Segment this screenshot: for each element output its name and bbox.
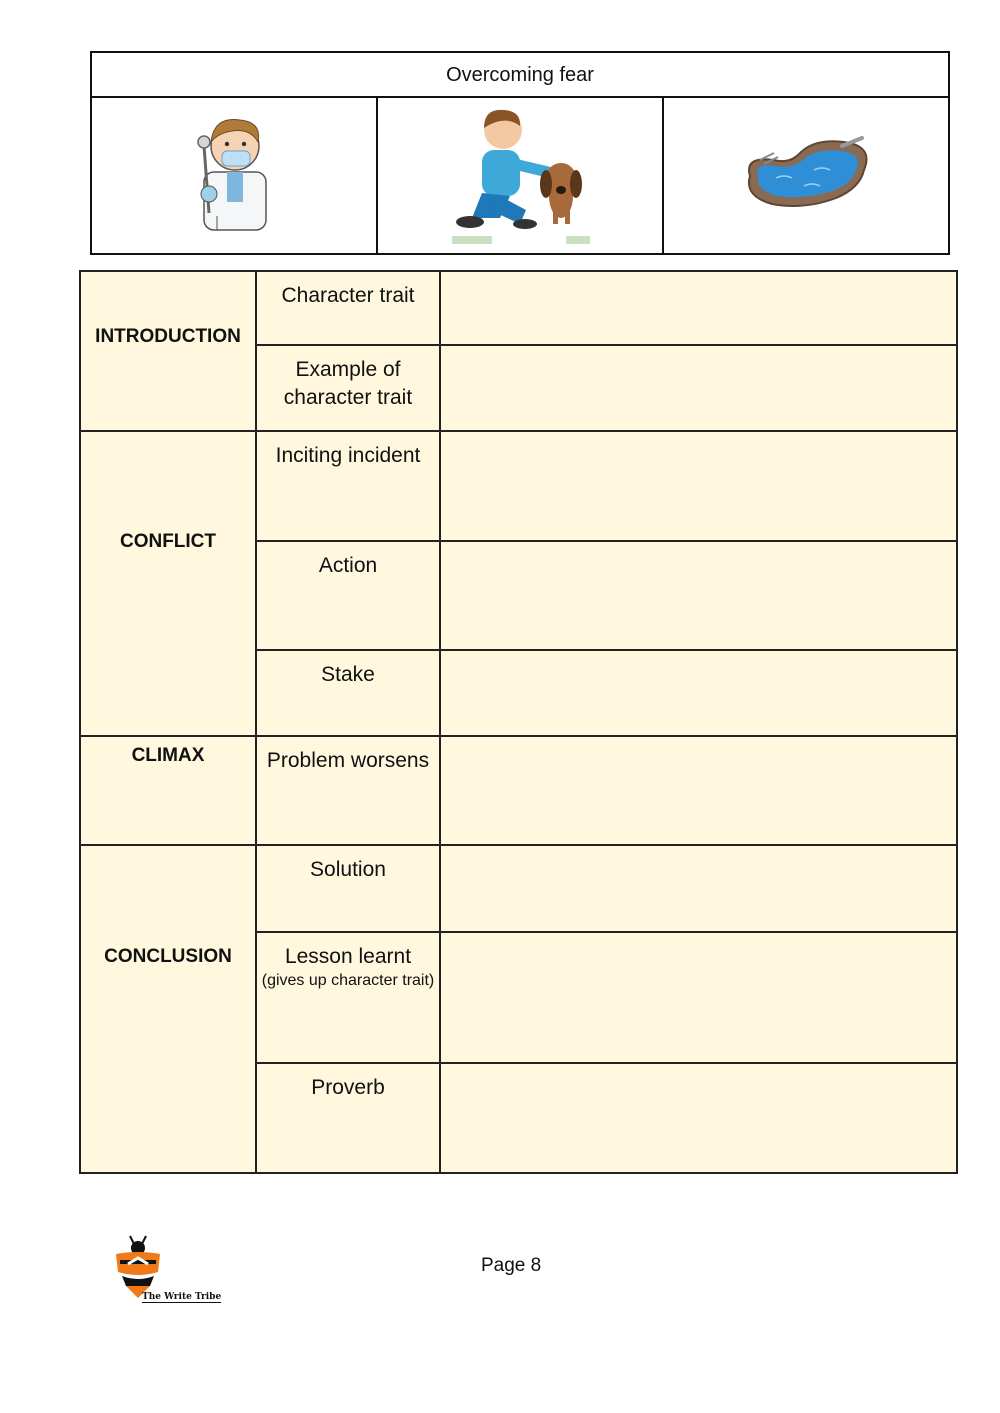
story-table bbox=[79, 270, 958, 1174]
answer-action[interactable] bbox=[440, 541, 957, 650]
answer-proverb[interactable] bbox=[440, 1063, 957, 1173]
image-cell-boy-dog bbox=[378, 98, 664, 253]
lesson-learnt-title: Lesson learnt bbox=[284, 945, 412, 968]
doctor-icon bbox=[92, 98, 377, 253]
label-example-character-trait: Example of character trait bbox=[256, 345, 440, 431]
label-proverb: Proverb bbox=[256, 1063, 440, 1173]
answer-character-trait[interactable] bbox=[440, 271, 957, 345]
answer-stake[interactable] bbox=[440, 650, 957, 736]
section-introduction: INTRODUCTION bbox=[80, 271, 256, 431]
answer-lesson-learnt[interactable] bbox=[440, 932, 957, 1063]
image-cell-pool bbox=[664, 98, 948, 253]
answer-inciting-incident[interactable] bbox=[440, 431, 957, 541]
image-cell-doctor bbox=[92, 98, 378, 253]
top-table bbox=[90, 51, 950, 255]
boy-with-dog-icon bbox=[378, 98, 663, 253]
label-stake: Stake bbox=[256, 650, 440, 736]
section-climax: CLIMAX bbox=[80, 736, 256, 845]
page-number: Page 8 bbox=[481, 1255, 542, 1276]
label-lesson-learnt bbox=[256, 932, 440, 1063]
answer-problem-worsens[interactable] bbox=[440, 736, 957, 845]
answer-solution[interactable] bbox=[440, 845, 957, 932]
label-inciting-incident: Inciting incident bbox=[256, 431, 440, 541]
label-problem-worsens: Problem worsens bbox=[256, 736, 440, 845]
answer-example-character-trait[interactable] bbox=[440, 345, 957, 431]
section-conclusion: CONCLUSION bbox=[80, 845, 256, 1173]
top-title: Overcoming fear bbox=[92, 53, 948, 98]
label-action: Action bbox=[256, 541, 440, 650]
logo-text: The Write Tribe bbox=[142, 1292, 222, 1302]
swimming-pool-icon bbox=[664, 98, 949, 253]
label-solution: Solution bbox=[256, 845, 440, 932]
section-conflict: CONFLICT bbox=[80, 431, 256, 736]
lesson-learnt-subtitle: (gives up character trait) bbox=[261, 972, 435, 989]
label-character-trait: Character trait bbox=[256, 271, 440, 345]
